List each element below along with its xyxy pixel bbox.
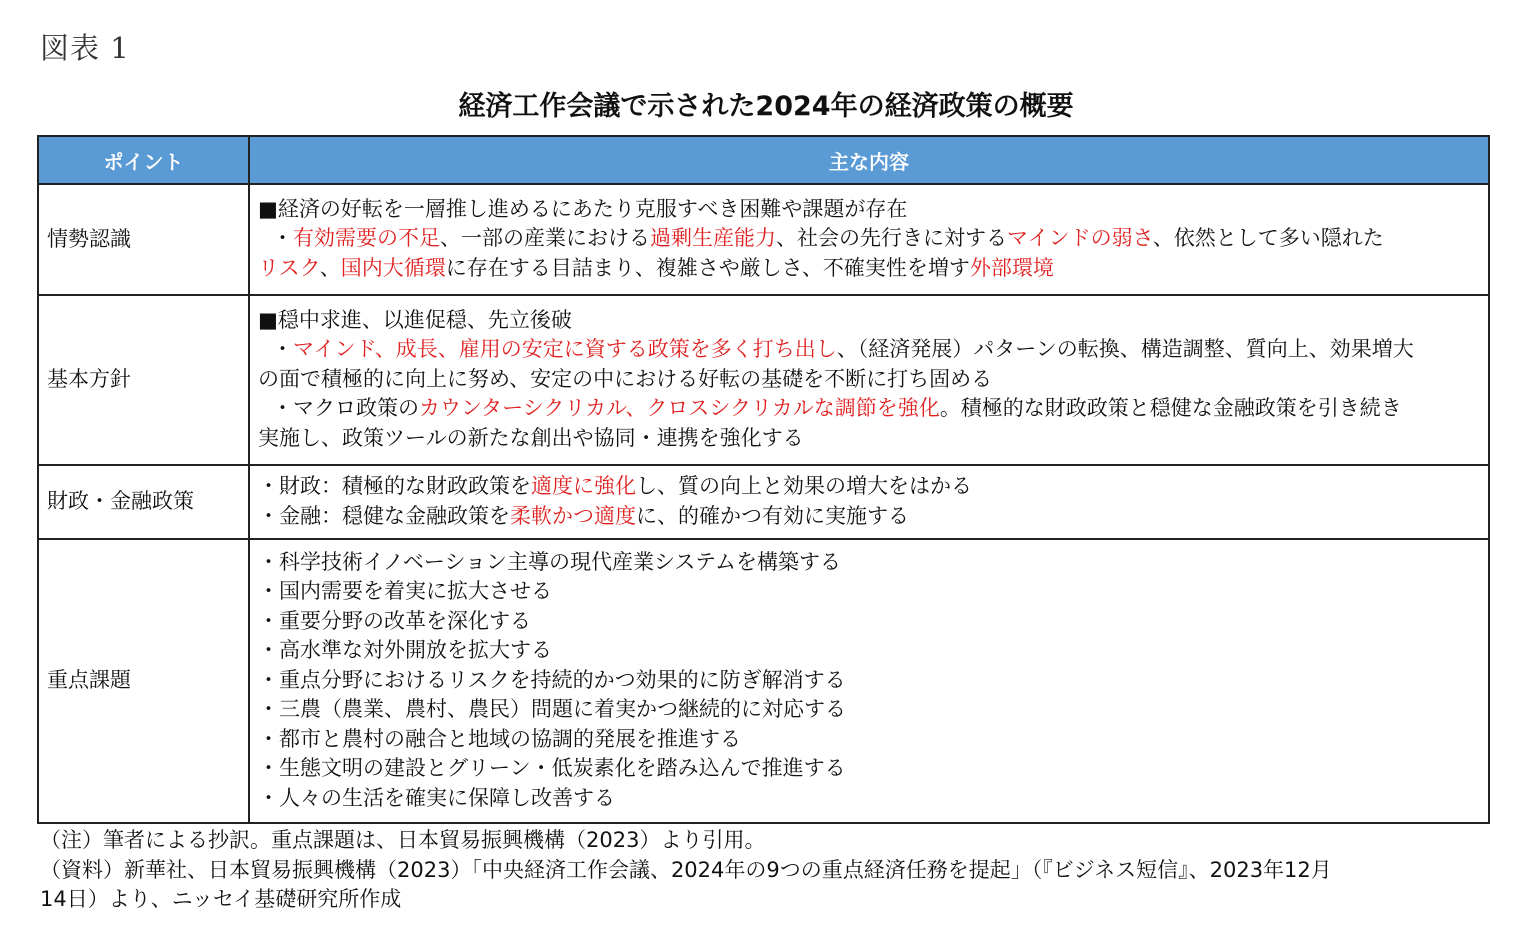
text-segment: ・マクロ政策の [272,396,419,421]
text-segment: 、社会の先行きに対する [776,226,1007,251]
content-line [258,335,1482,365]
text-segment: ・都市と農村の融合と地域の協調的発展を推進する [258,726,741,751]
text-segment: ■穏中求進、以進促穏、先立後破 [258,307,572,332]
text-segment: ・科学技術イノベーション主導の現代産業システムを構築する [258,549,841,574]
highlight-text: 国内大循環 [340,255,446,280]
content-line [258,365,1482,395]
note-line: 14日）より、ニッセイ基礎研究所作成 [40,887,402,911]
text-segment: 実施し、政策ツールの新たな創出や協同・連携を強化する [258,425,804,450]
highlight-text: 適度に強化 [531,474,636,498]
figure-label: 図表 1 [40,31,130,65]
note-line: （注）筆者による抄訳。重点課題は、日本貿易振興機構（2023）より引用。 [40,828,766,852]
notes [40,826,1500,915]
page-title: 経済工作会議で示された2024年の経済政策の概要 [458,91,1074,122]
text-segment: ・生態文明の建設とグリーン・低炭素化を踏み込んで推進する [258,756,846,781]
content-line [258,306,1482,336]
content-line [258,636,1482,666]
row-content [249,295,1489,465]
content-line [258,548,1482,578]
text-segment: に、的確かつ有効に実施する [636,503,909,528]
row-content [249,184,1489,295]
content-line [258,254,1482,284]
table-header-row [38,136,1489,184]
highlight-text: 過剰生産能力 [650,226,776,251]
text-segment: 、一部の産業における [440,226,650,251]
row-content [249,539,1489,823]
content-line [258,195,1482,225]
header-content: 主な内容 [249,136,1489,184]
text-segment: 、 [319,255,341,280]
row-point: 重点課題 [38,539,249,823]
content-line [258,502,1482,532]
highlight-text: 外部環境 [969,255,1054,280]
text-segment: ・ [272,226,293,251]
content-line [258,784,1482,814]
policy-table [37,135,1490,824]
text-segment: の面で積極的に向上に努め、安定の中における好転の基礎を不断に打ち固める [258,366,993,391]
text-segment: ・ [272,337,293,362]
text-segment: し、質の向上と効果の増大をはかる [636,474,972,498]
content-line [258,394,1482,424]
table-row [38,295,1489,465]
text-segment: ・三農（農業、農村、農民）問題に着実かつ継続的に対応する [258,697,846,722]
highlight-text: 柔軟かつ適度 [510,503,636,528]
content-line [258,695,1482,725]
row-content [249,465,1489,539]
highlight-text: カウンターシクリカル、クロスシクリカルな調節を強化 [419,396,940,421]
text-segment: ■経済の好転を一層推し進めるにあたり克服すべき困難や課題が存在 [258,196,908,221]
content-line [258,424,1482,454]
text-segment: ・重点分野におけるリスクを持続的かつ効果的に防ぎ解消する [258,667,846,692]
text-segment: 、（経済発展）パターンの転換、構造調整、質向上、効果増大 [836,337,1414,362]
content-line [258,725,1482,755]
text-segment: に存在する目詰まり、複雑さや厳しさ、不確実性を増す [445,255,970,280]
highlight-text: 有効需要の不足 [293,226,440,251]
note-line: （資料）新華社、日本貿易振興機構（2023）「中央経済工作会議、2024年の9つの重点経済任務を提起」（『ビジネス短信』、2023年12月 [40,857,1332,882]
row-point: 基本方針 [38,295,249,465]
content-line [258,754,1482,784]
text-segment: 。積極的な財政政策と穏健な金融政策を引き続き [939,396,1402,421]
text-segment: 、依然として多い隠れた [1152,226,1384,251]
content-line [258,666,1482,696]
table-row [38,184,1489,295]
text-segment: ・人々の生活を確実に保障し改善する [258,785,615,810]
highlight-text: マインドの弱さ [1007,226,1153,251]
text-segment: ・国内需要を着実に拡大させる [258,579,552,604]
table-body [38,184,1489,823]
content-line [258,472,1482,502]
content-line [258,224,1482,254]
content-line [258,577,1482,607]
text-segment: ・金融：穏健な金融政策を [258,503,510,528]
row-point: 情勢認識 [38,184,249,295]
row-point: 財政・金融政策 [38,465,249,539]
highlight-text: マインド、成長、雇用の安定に資する政策を多く打ち出し [293,337,837,362]
text-segment: ・重要分野の改革を深化する [258,608,531,633]
table-row [38,465,1489,539]
text-segment: ・財政：積極的な財政政策を [258,474,531,498]
text-segment: ・高水準な対外開放を拡大する [258,638,552,663]
table-row [38,539,1489,823]
content-line [258,607,1482,637]
header-point: ポイント [38,136,249,184]
highlight-text: リスク [258,255,320,280]
